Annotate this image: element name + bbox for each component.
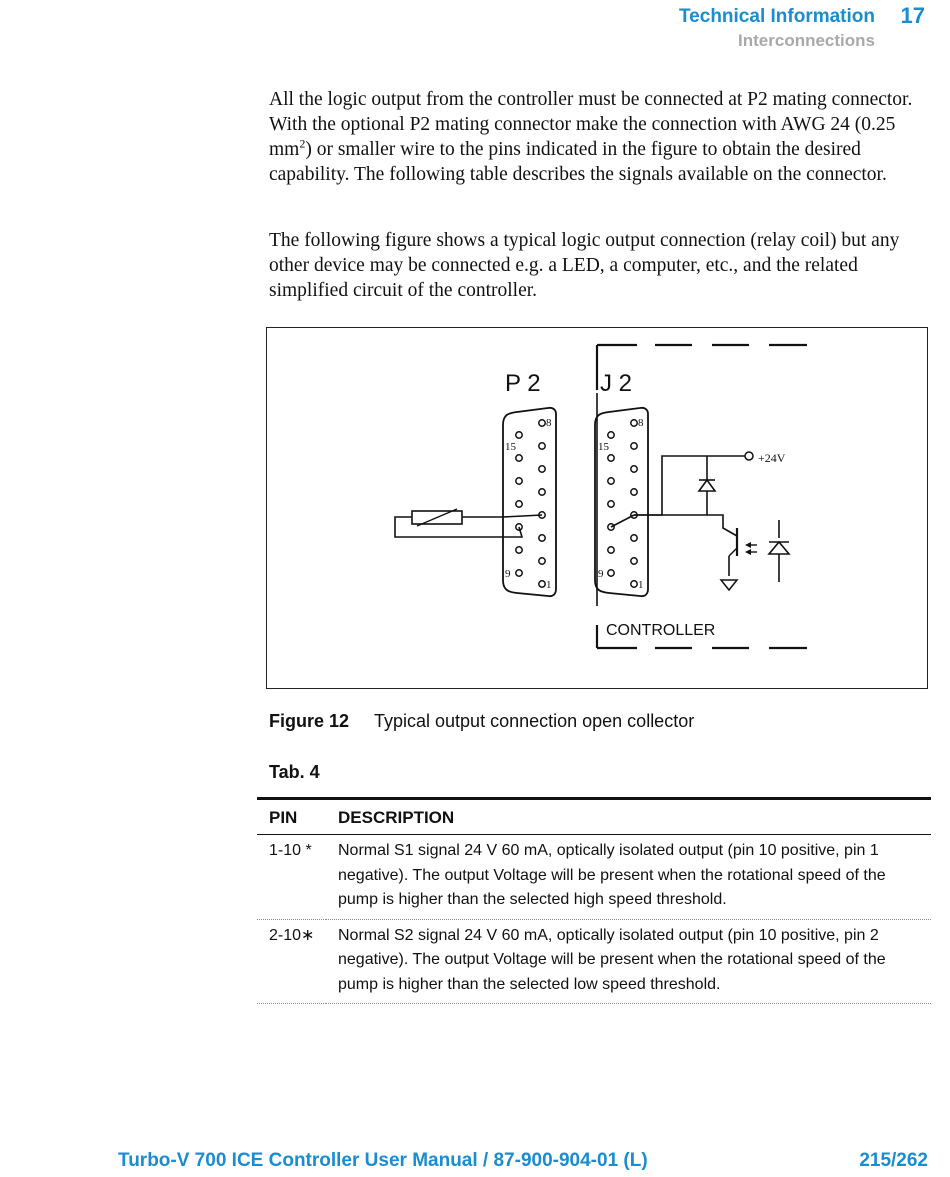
controller-label: CONTROLLER bbox=[606, 622, 716, 639]
p2-pin-15-label: 15 bbox=[505, 441, 516, 453]
p2-pin-1-label: 1 bbox=[546, 579, 552, 591]
signals-table bbox=[257, 797, 931, 1004]
table-header-row bbox=[257, 799, 931, 835]
section-title: Technical Information bbox=[678, 6, 875, 27]
j2-pin-8-label: 8 bbox=[638, 417, 644, 429]
intro-paragraph bbox=[269, 87, 934, 187]
j2-pin-1-label: 1 bbox=[638, 579, 644, 591]
description-cell: Normal S1 signal 24 V 60 mA, optically isolated output (pin 10 positive, pin 1 negative). The output Voltage will be present when the rotational speed of the pump is higher than the selected high speed threshold. bbox=[326, 835, 931, 920]
column-header-description: DESCRIPTION bbox=[326, 799, 931, 835]
figure-caption-text: Typical output connection open collector bbox=[374, 711, 695, 731]
j2-label: J 2 bbox=[600, 370, 633, 397]
intro-text-part1: All the logic output from the controller must be connected at P2 mating connector. With the optional P2 mating connector make the connection with AWG 24 (0.25 mm bbox=[269, 89, 913, 160]
column-header-pin: PIN bbox=[257, 799, 326, 835]
j2-pin-9-label: 9 bbox=[598, 568, 604, 580]
table-row bbox=[257, 919, 931, 1004]
chapter-number: 17 bbox=[900, 3, 925, 28]
p2-pin-9-label: 9 bbox=[505, 568, 511, 580]
p2-pin-8-label: 8 bbox=[546, 417, 552, 429]
subsection-title: Interconnections bbox=[738, 31, 875, 50]
figure-caption bbox=[269, 711, 694, 732]
footer-manual-title: Turbo-V 700 ICE Controller User Manual / 87-900-904-01 (L) bbox=[118, 1150, 648, 1171]
table-label: Tab. 4 bbox=[269, 762, 320, 782]
footer-page-number: 215/262 bbox=[859, 1150, 928, 1171]
supply-label: +24V bbox=[758, 451, 786, 465]
j2-pin-15-label: 15 bbox=[598, 441, 609, 453]
pin-cell: 1-10 * bbox=[257, 835, 326, 920]
figure-label: Figure 12 bbox=[269, 711, 350, 731]
figure-12-diagram bbox=[266, 327, 928, 689]
figure-intro-paragraph: The following figure shows a typical logic output connection (relay coil) but any other device may be connected e.g. a LED, a computer, etc., and the related simplified circuit of the controller. bbox=[269, 230, 900, 301]
pin-cell: 2-10∗ bbox=[257, 919, 326, 1004]
description-cell: Normal S2 signal 24 V 60 mA, optically isolated output (pin 10 positive, pin 2 negative). The output Voltage will be present when the rotational speed of the pump is higher than the selected low speed threshold. bbox=[326, 919, 931, 1004]
table-row bbox=[257, 835, 931, 920]
superscript-2: 2 bbox=[299, 136, 306, 151]
p2-label: P 2 bbox=[505, 370, 541, 397]
intro-text-part2: ) or smaller wire to the pins indicated in the figure to obtain the desired capability. The following table describes the signals available on the connector. bbox=[269, 139, 887, 185]
